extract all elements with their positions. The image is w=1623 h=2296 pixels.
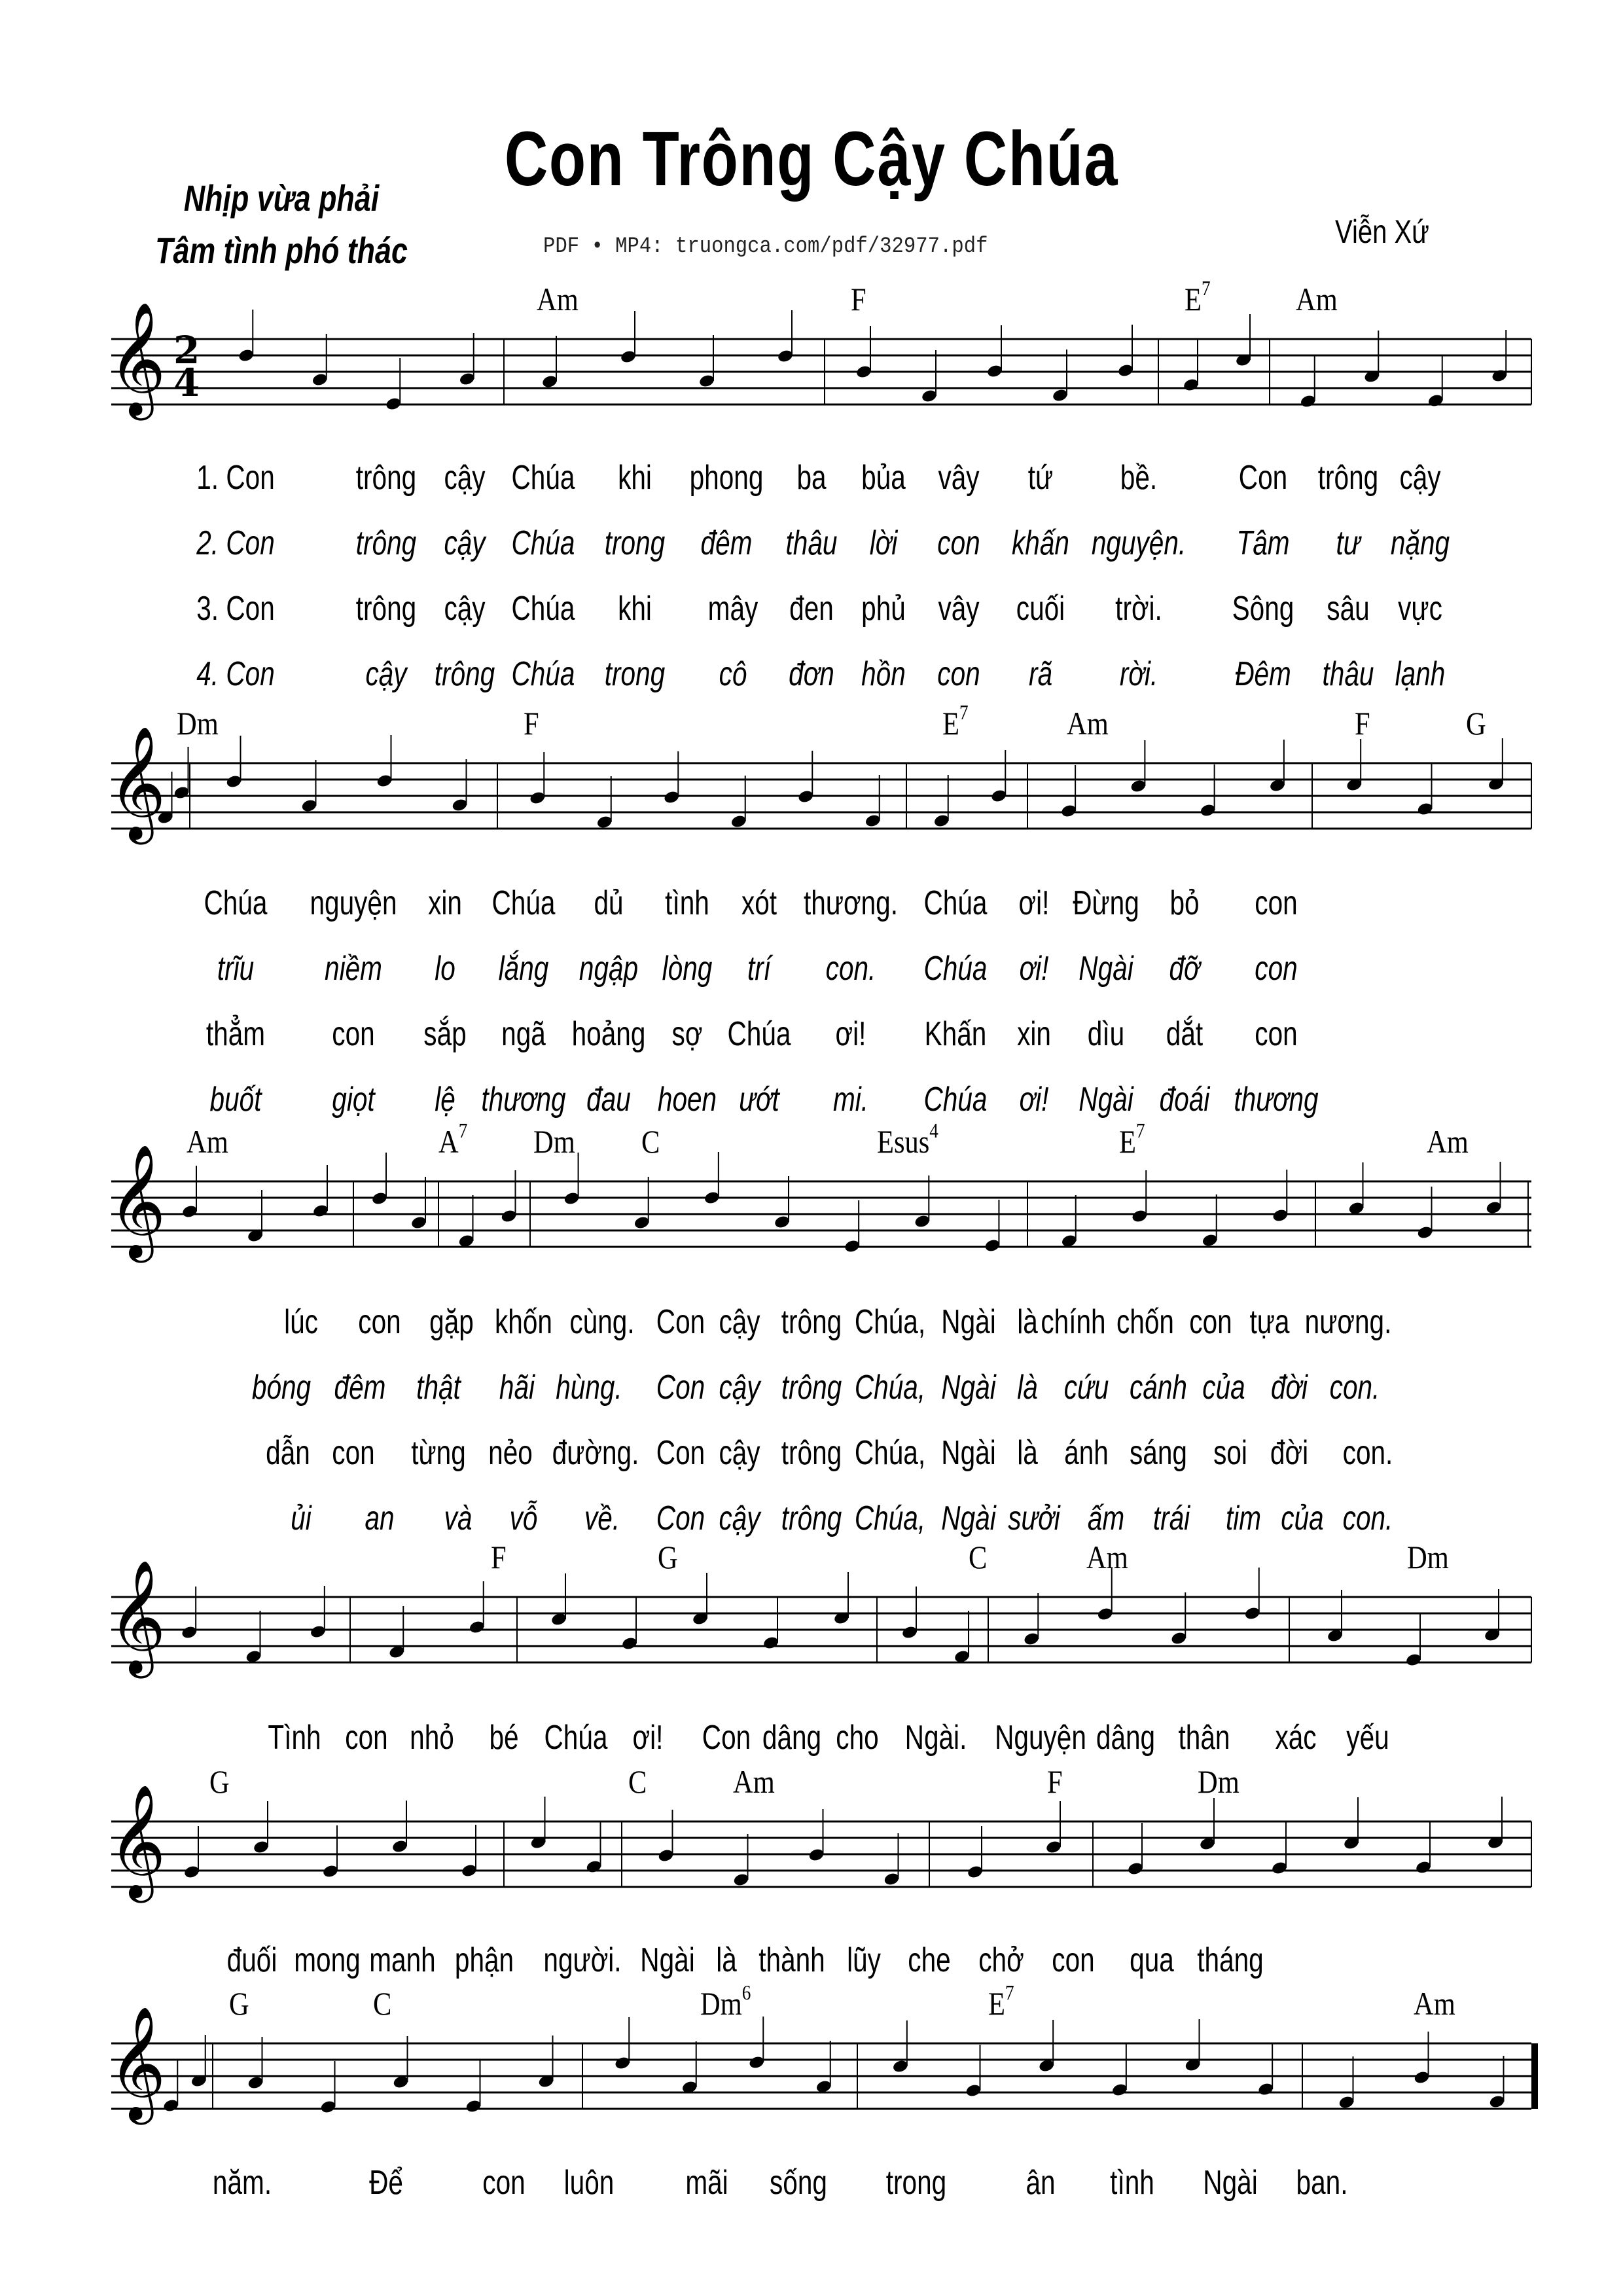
chord-symbol: Dm$^6$: [700, 1981, 751, 2022]
lyric-syllable: con: [1255, 884, 1298, 922]
lyric-syllable: thân: [1178, 1719, 1230, 1757]
lyric-syllable: trông: [781, 1369, 842, 1407]
lyric-syllable: Chúa: [923, 1081, 988, 1119]
lyric-syllable: Ngài: [1203, 2164, 1258, 2202]
treble-clef-icon: 𝄞: [108, 2006, 166, 2120]
lyric-syllable: Tình: [268, 1719, 321, 1757]
lyric-syllable: phong: [689, 459, 764, 497]
lyric-syllable: Con: [656, 1434, 705, 1472]
lyric-syllable: giọt: [332, 1081, 375, 1119]
lyric-syllable: thương.: [804, 884, 898, 922]
lyric-syllable: mãi: [685, 2164, 728, 2202]
lyric-line: [111, 655, 1531, 694]
composer-name: Viễn Xứ: [1335, 213, 1429, 250]
lyric-syllable: lời: [869, 524, 898, 562]
lyric-syllable: của: [1202, 1369, 1245, 1407]
chord-symbol: G: [1466, 705, 1486, 742]
lyric-syllable: gặp: [429, 1303, 474, 1341]
lyric-syllable: qua: [1130, 1941, 1174, 1979]
lyric-syllable: Tâm: [1236, 524, 1290, 562]
lyric-syllable: dâng: [1096, 1719, 1156, 1757]
chord-symbol: C: [641, 1123, 660, 1160]
lyric-syllable: an: [365, 1499, 395, 1537]
lyric-syllable: nặng: [1390, 524, 1450, 562]
lyric-syllable: bỏ: [1169, 884, 1200, 922]
lyric-syllable: Con: [656, 1499, 705, 1537]
lyric-syllable: đêm: [700, 524, 753, 562]
lyric-line: [111, 589, 1531, 628]
lyric-syllable: người.: [543, 1941, 622, 1979]
lyric-syllable: Chúa,: [854, 1499, 926, 1537]
chord-symbol: G: [209, 1763, 230, 1800]
lyric-syllable: về.: [584, 1499, 620, 1537]
lyric-syllable: Đêm: [1235, 655, 1291, 693]
lyric-syllable: 4. Con: [196, 655, 275, 693]
lyric-syllable: trông: [781, 1434, 842, 1472]
lyric-syllable: cậy: [444, 524, 486, 562]
lyric-syllable: con: [332, 1434, 375, 1472]
lyric-syllable: ba: [796, 459, 827, 497]
lyric-line: [111, 524, 1531, 563]
lyric-syllable: soi: [1213, 1434, 1247, 1472]
lyric-syllable: cô: [719, 655, 747, 693]
lyric-syllable: ân: [1026, 2164, 1056, 2202]
lyric-syllable: trông: [781, 1499, 842, 1537]
lyric-syllable: xin: [428, 884, 462, 922]
lyric-syllable: cậy: [444, 459, 486, 497]
lyric-syllable: của: [1281, 1499, 1324, 1537]
chord-symbol: $E^7$: [1119, 1119, 1145, 1160]
lyric-syllable: cậy: [1399, 459, 1441, 497]
lyric-syllable: con: [345, 1719, 388, 1757]
lyric-syllable: trĩu: [217, 950, 255, 988]
lyric-syllable: vỗ: [509, 1499, 538, 1537]
lyric-syllable: ơi!: [835, 1015, 866, 1053]
lyric-syllable: bề.: [1120, 459, 1158, 497]
chord-symbol: Am: [1086, 1539, 1128, 1575]
lyric-syllable: đường.: [552, 1434, 639, 1472]
lyric-syllable: con.: [1329, 1369, 1380, 1407]
lyric-syllable: sợ: [671, 1015, 703, 1053]
lyric-syllable: sáng: [1130, 1434, 1187, 1472]
lyric-syllable: Để: [369, 2164, 403, 2202]
chord-symbol: Dm: [1407, 1539, 1449, 1575]
chord-symbol: F: [851, 281, 866, 317]
lyric-syllable: chính: [1041, 1303, 1106, 1341]
lyric-syllable: niềm: [325, 950, 382, 988]
lyric-syllable: Chúa,: [854, 1303, 926, 1341]
lyric-syllable: trông: [355, 459, 417, 497]
lyric-syllable: cuối: [1016, 590, 1065, 628]
lyric-syllable: cánh: [1130, 1369, 1187, 1407]
lyric-syllable: đau: [586, 1081, 631, 1119]
lyric-syllable: trí: [747, 950, 772, 988]
lyric-syllable: thương: [1234, 1081, 1319, 1119]
lyric-syllable: bé: [489, 1719, 519, 1757]
lyric-syllable: con: [1052, 1941, 1095, 1979]
lyric-syllable: con.: [1342, 1499, 1393, 1537]
lyric-syllable: con: [937, 524, 980, 562]
lyric-syllable: đoái: [1159, 1081, 1210, 1119]
lyric-syllable: từng: [411, 1434, 466, 1472]
lyric-syllable: con: [332, 1015, 375, 1053]
lyric-syllable: ướt: [739, 1081, 779, 1119]
chord-symbol: Dm: [533, 1123, 575, 1160]
chord-symbol: $E^7$: [1185, 276, 1211, 317]
chord-symbol: Am: [1414, 1985, 1455, 2022]
song-title: Con Trông Cậy Chúa: [504, 116, 1119, 202]
chord-symbol: Dm: [177, 705, 219, 742]
lyric-syllable: che: [908, 1941, 951, 1979]
lyric-syllable: 3. Con: [196, 590, 275, 628]
lyric-syllable: khi: [618, 590, 652, 628]
lyric-syllable: 2. Con: [196, 524, 275, 562]
lyric-syllable: cậy: [719, 1303, 760, 1341]
lyric-syllable: yếu: [1346, 1719, 1389, 1757]
lyric-syllable: thẳm: [205, 1015, 266, 1053]
lyric-syllable: thật: [416, 1369, 461, 1407]
lyric-syllable: vây: [938, 590, 980, 628]
treble-clef-icon: 𝄞: [108, 1144, 166, 1258]
lyric-syllable: cùng.: [569, 1303, 635, 1341]
lyric-syllable: Con: [656, 1369, 705, 1407]
lyric-syllable: đen: [789, 590, 834, 628]
lyric-syllable: ơi!: [1019, 1081, 1049, 1119]
lyric-syllable: bóng: [251, 1369, 312, 1407]
lyric-syllable: trông: [355, 590, 417, 628]
lyric-syllable: ánh: [1064, 1434, 1109, 1472]
lyric-syllable: trong: [885, 2164, 947, 2202]
lyric-syllable: đời: [1270, 1434, 1309, 1472]
treble-clef-icon: 𝄞: [108, 1784, 166, 1898]
lyric-syllable: Chúa: [511, 459, 575, 497]
chord-symbol: $E^7$: [988, 1981, 1014, 2022]
chord-symbol: F: [1355, 705, 1370, 742]
lyric-syllable: ngã: [501, 1015, 546, 1053]
lyric-syllable: sưởi: [1008, 1499, 1060, 1537]
lyric-syllable: luôn: [563, 2164, 615, 2202]
lyric-syllable: Chúa: [727, 1015, 791, 1053]
lyric-syllable: là: [1017, 1369, 1038, 1407]
lyric-syllable: vực: [1398, 590, 1442, 628]
lyric-syllable: và: [444, 1499, 473, 1537]
lyric-syllable: tim: [1225, 1499, 1262, 1537]
lyric-syllable: Ngài: [1079, 1081, 1133, 1119]
lyric-syllable: lệ: [435, 1081, 455, 1119]
lyric-syllable: Chúa: [923, 950, 988, 988]
lyric-syllable: lũy: [847, 1941, 881, 1979]
lyric-syllable: sâu: [1327, 590, 1370, 628]
lyric-syllable: là: [1017, 1303, 1038, 1341]
lyric-syllable: Chúa,: [854, 1434, 926, 1472]
lyric-syllable: nguyện: [310, 884, 397, 922]
lyric-syllable: thâu: [785, 524, 838, 562]
lyric-syllable: khốn: [495, 1303, 552, 1341]
lyric-syllable: Con: [656, 1303, 705, 1341]
lyric-syllable: năm.: [212, 2164, 272, 2202]
lyric-syllable: thâu: [1322, 655, 1374, 693]
lyric-syllable: rã: [1028, 655, 1053, 693]
chord-symbol: F: [524, 705, 539, 742]
lyric-syllable: hoảng: [571, 1015, 646, 1053]
lyric-syllable: trông: [355, 524, 417, 562]
lyric-syllable: con: [1255, 1015, 1298, 1053]
lyric-syllable: hồn: [861, 655, 906, 693]
lyric-syllable: Ngài.: [904, 1719, 967, 1757]
lyric-syllable: Chúa: [511, 590, 575, 628]
lyric-syllable: khấn: [1012, 524, 1069, 562]
lyric-line: [111, 1302, 1531, 1342]
lyric-syllable: ơi!: [1018, 884, 1050, 922]
chord-symbol: $A^7$: [438, 1119, 468, 1160]
lyric-line: [111, 884, 1531, 923]
lyric-syllable: là: [1017, 1434, 1038, 1472]
lyric-syllable: Ngài: [941, 1303, 996, 1341]
lyric-syllable: trong: [604, 524, 666, 562]
lyric-syllable: sống: [770, 2164, 827, 2202]
staff: [108, 1784, 1531, 1898]
lyric-syllable: xác: [1275, 1719, 1317, 1757]
lyric-syllable: là: [716, 1941, 737, 1979]
lyric-syllable: thành: [758, 1941, 825, 1979]
lyric-line: [111, 1718, 1531, 1757]
chord-symbol: Am: [1067, 705, 1109, 742]
chord-symbol: G: [229, 1985, 249, 2022]
lyric-syllable: Sông: [1232, 590, 1294, 628]
time-signature: 2 4: [173, 328, 200, 405]
lyric-line: [111, 458, 1531, 497]
lyric-syllable: đơn: [789, 655, 834, 693]
lyric-line: [111, 1080, 1531, 1119]
lyric-syllable: dắt: [1166, 1015, 1204, 1053]
lyric-syllable: xót: [741, 884, 777, 922]
chord-symbol: C: [373, 1985, 392, 2022]
lyric-line: [111, 1941, 1531, 1980]
lyric-syllable: Con: [1238, 459, 1288, 497]
lyric-syllable: nhỏ: [410, 1719, 454, 1757]
lyric-syllable: Ngài: [941, 1434, 996, 1472]
chord-symbol: Esus$^4$: [877, 1119, 938, 1160]
treble-clef-icon: 𝄞: [108, 1560, 166, 1674]
lyric-syllable: phận: [454, 1941, 514, 1979]
lyric-syllable: Con: [702, 1719, 751, 1757]
lyric-syllable: buốt: [209, 1081, 262, 1119]
lyric-syllable: con: [937, 655, 980, 693]
lyric-line: [111, 1014, 1531, 1054]
lyric-line: [111, 1499, 1531, 1538]
lyric-syllable: Khấn: [924, 1015, 987, 1053]
lyric-syllable: lúc: [284, 1303, 318, 1341]
lyric-syllable: chốn: [1116, 1303, 1174, 1341]
lyric-syllable: dủ: [594, 884, 624, 922]
lyric-syllable: con.: [1342, 1434, 1393, 1472]
lyric-syllable: Chúa,: [854, 1369, 926, 1407]
lyric-syllable: Ngài: [1079, 950, 1133, 988]
source-link[interactable]: PDF • MP4: truongca.com/pdf/32977.pdf: [543, 234, 988, 259]
chord-symbol: C: [969, 1539, 988, 1575]
lyric-syllable: Ngài: [640, 1941, 695, 1979]
lyric-syllable: mi.: [832, 1081, 869, 1119]
staff: [108, 1560, 1531, 1674]
lyric-line: [111, 1433, 1531, 1473]
lyric-syllable: con.: [825, 950, 876, 988]
lyric-syllable: Chúa: [491, 884, 556, 922]
staff: [108, 1144, 1531, 1258]
chord-symbol: Am: [1427, 1123, 1469, 1160]
lyric-syllable: lo: [435, 950, 455, 988]
lyric-syllable: tình: [1110, 2164, 1154, 2202]
staff: [108, 726, 1531, 840]
lyric-syllable: dẫn: [266, 1434, 310, 1472]
lyric-syllable: lòng: [662, 950, 713, 988]
lyric-syllable: cậy: [719, 1369, 760, 1407]
lyric-syllable: hãi: [499, 1369, 535, 1407]
lyric-syllable: vây: [938, 459, 980, 497]
staff: [108, 302, 1531, 416]
lyric-syllable: trông: [1317, 459, 1379, 497]
lyric-syllable: tứ: [1027, 459, 1054, 497]
lyric-syllable: mây: [707, 590, 758, 628]
lyric-syllable: nẻo: [488, 1434, 533, 1472]
lyric-syllable: tư: [1336, 524, 1361, 562]
staff: [108, 2006, 1531, 2120]
lyric-syllable: đuối: [226, 1941, 277, 1979]
lyric-syllable: ơi!: [1019, 950, 1049, 988]
lyric-syllable: phủ: [861, 590, 906, 628]
chord-symbol: C: [628, 1763, 647, 1800]
lyric-syllable: trong: [604, 655, 666, 693]
lyric-syllable: 1. Con: [196, 459, 275, 497]
lyric-syllable: Chúa: [544, 1719, 608, 1757]
lyric-line: [111, 949, 1531, 988]
chord-symbol: Am: [187, 1123, 228, 1160]
lyric-syllable: ấm: [1087, 1499, 1125, 1537]
treble-clef-icon: 𝄞: [108, 726, 166, 840]
lyric-syllable: ban.: [1296, 2164, 1348, 2202]
lyric-syllable: đêm: [334, 1369, 386, 1407]
lyric-syllable: Ngài: [941, 1499, 996, 1537]
lyric-syllable: mong: [294, 1941, 361, 1979]
treble-clef-icon: 𝄞: [108, 302, 166, 416]
lyric-line: [111, 2163, 1531, 2202]
lyric-syllable: Chúa: [923, 884, 988, 922]
lyric-syllable: hùng.: [556, 1369, 622, 1407]
lyric-syllable: nguyện.: [1091, 524, 1186, 562]
lyric-syllable: cậy: [444, 590, 486, 628]
lyric-syllable: con: [1189, 1303, 1232, 1341]
lyric-syllable: con: [482, 2164, 526, 2202]
lyric-syllable: sắp: [423, 1015, 467, 1053]
tempo-marking: Nhịp vừa phải: [183, 177, 380, 219]
lyric-syllable: rời.: [1119, 655, 1158, 693]
lyric-syllable: ủi: [291, 1499, 312, 1537]
lyric-syllable: lạnh: [1395, 655, 1446, 693]
lyric-syllable: Chúa: [511, 524, 575, 562]
lyric-syllable: cứu: [1063, 1369, 1109, 1407]
lyric-syllable: dìu: [1087, 1015, 1125, 1053]
lyric-syllable: lắng: [498, 950, 549, 988]
lyric-syllable: manh: [369, 1941, 436, 1979]
chord-symbol: G: [658, 1539, 678, 1575]
lyric-line: [111, 1368, 1531, 1407]
lyric-syllable: ngập: [579, 950, 639, 988]
lyric-syllable: cậy: [719, 1434, 760, 1472]
chord-symbol: Am: [733, 1763, 775, 1800]
lyric-syllable: Chúa: [204, 884, 268, 922]
lyric-syllable: con: [358, 1303, 401, 1341]
lyric-syllable: nương.: [1304, 1303, 1392, 1341]
lyric-syllable: khi: [618, 459, 652, 497]
lyric-syllable: hoen: [657, 1081, 717, 1119]
expression-marking: Tâm tình phó thác: [155, 230, 408, 271]
lyric-syllable: dâng: [762, 1719, 822, 1757]
chord-symbol: Am: [1296, 281, 1338, 317]
lyric-syllable: Nguyện: [995, 1719, 1086, 1757]
lyric-syllable: chở: [978, 1941, 1024, 1979]
lyric-syllable: thương: [481, 1081, 566, 1119]
chord-symbol: Dm: [1198, 1763, 1240, 1800]
lyric-syllable: trông: [781, 1303, 842, 1341]
lyric-syllable: cho: [836, 1719, 879, 1757]
lyric-syllable: trái: [1152, 1499, 1190, 1537]
lyric-syllable: Ngài: [941, 1369, 996, 1407]
lyric-syllable: Chúa: [511, 655, 575, 693]
lyric-syllable: trông: [434, 655, 495, 693]
lyric-syllable: bủa: [861, 459, 906, 497]
lyric-syllable: xin: [1017, 1015, 1051, 1053]
chord-symbol: F: [491, 1539, 507, 1575]
chord-symbol: Am: [537, 281, 579, 317]
lyric-syllable: tình: [665, 884, 709, 922]
lyric-syllable: đỡ: [1169, 950, 1200, 988]
lyric-syllable: Đừng: [1073, 884, 1139, 922]
lyric-syllable: con: [1255, 950, 1298, 988]
lyric-syllable: tháng: [1197, 1941, 1264, 1979]
lyric-syllable: đời: [1270, 1369, 1308, 1407]
chord-symbol: F: [1047, 1763, 1063, 1800]
lyric-syllable: ơi!: [632, 1719, 664, 1757]
lyric-syllable: cậy: [365, 655, 407, 693]
lyric-syllable: trời.: [1115, 590, 1162, 628]
chord-symbol: $E^7$: [942, 700, 969, 742]
lyric-syllable: cậy: [719, 1499, 760, 1537]
lyric-syllable: tựa: [1249, 1303, 1290, 1341]
